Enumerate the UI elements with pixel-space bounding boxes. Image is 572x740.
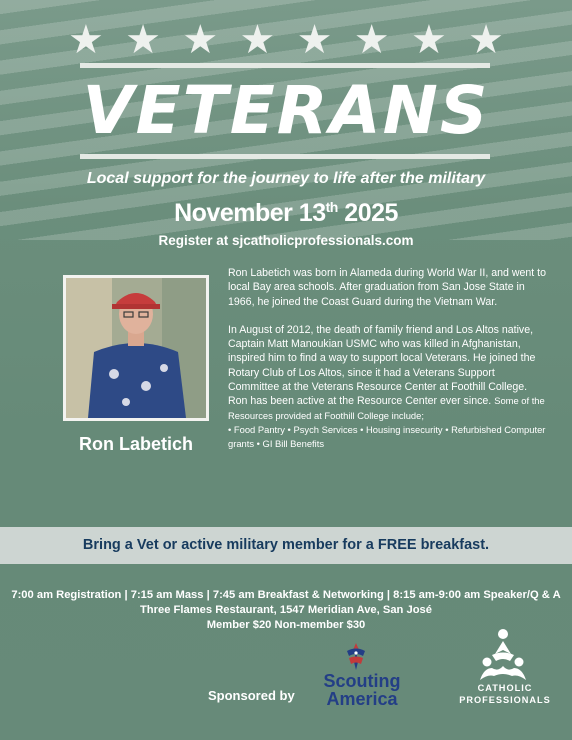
speaker-bio — [228, 266, 546, 451]
star-icon: ★ — [125, 17, 162, 63]
schedule-pricing: Member $20 Non-member $30 — [206, 619, 366, 631]
event-date — [0, 199, 572, 228]
speaker-name: Ron Labetich — [78, 434, 193, 454]
bio-paragraph: Ron Labetich was born in Alameda during World War II, and went to local Bay area schools. After graduation from San Jose State in 1966, he joined the Coast Guard during the Vietnam War. — [228, 267, 546, 308]
event-schedule — [0, 588, 572, 633]
america-word: America — [326, 689, 398, 709]
bio-resources-intro: Some of the Resources provided at Foothill College include; — [228, 395, 545, 421]
speaker-photo — [63, 275, 209, 421]
star-icon: ★ — [353, 17, 390, 63]
star-icon: ★ — [468, 17, 504, 63]
page-title: VETERANS — [82, 72, 490, 149]
event-date-main: November 13 — [174, 199, 326, 227]
catholic-professionals-logo — [458, 682, 552, 706]
star-icon: ★ — [296, 17, 333, 63]
star-icon: ★ — [239, 17, 276, 63]
register-link[interactable]: Register at sjcatholicprofessionals.com — [158, 233, 414, 248]
star-icon: ★ — [182, 17, 219, 63]
bio-paragraph-2 — [228, 323, 546, 423]
professionals-word: PROFESSIONALS — [459, 695, 551, 705]
sponsored-by-label: Sponsored by — [208, 688, 295, 703]
catholic-word: CATHOLIC — [477, 683, 533, 693]
catholic-professionals-logo-icon — [478, 628, 528, 684]
bio-paragraph: In August of 2012, the death of family friend and Los Altos native, Captain Matt Manoukian USMC who was killed in Afghanistan, inspired him to find a way to support local Veterans. He joined the Rotary Club of Los Altos, since it had a Veterans Support Committee at the Veterans Resource Center at Foothill College. Ron has been active at the Resource Center ever since. — [228, 323, 536, 408]
subtitle: Local support for the journey to life after the military — [86, 170, 486, 187]
schedule-venue: Three Flames Restaurant, 1547 Meridian Ave, San José — [139, 604, 433, 616]
breakfast-banner-text: Bring a Vet or active military member for a FREE breakfast. — [82, 537, 490, 553]
bio-resources-list: • Food Pantry • Psych Services • Housing insecurity • Refurbished Computer grants • GI Bill Benefits — [228, 423, 546, 449]
scouting-word: Scouting — [323, 671, 401, 691]
event-date-year: 2025 — [337, 199, 398, 227]
stars-row — [68, 17, 504, 63]
star-icon: ★ — [410, 17, 447, 63]
schedule-times: 7:00 am Registration | 7:15 am Mass | 7:45 am Breakfast & Networking | 8:15 am-9:00 am Speaker/Q & A — [11, 589, 561, 601]
title-rule-bottom — [80, 154, 490, 159]
event-date-suffix: th — [325, 199, 338, 215]
scouting-emblem-icon — [344, 642, 368, 672]
star-icon: ★ — [68, 17, 104, 63]
scouting-america-logo — [317, 672, 407, 708]
